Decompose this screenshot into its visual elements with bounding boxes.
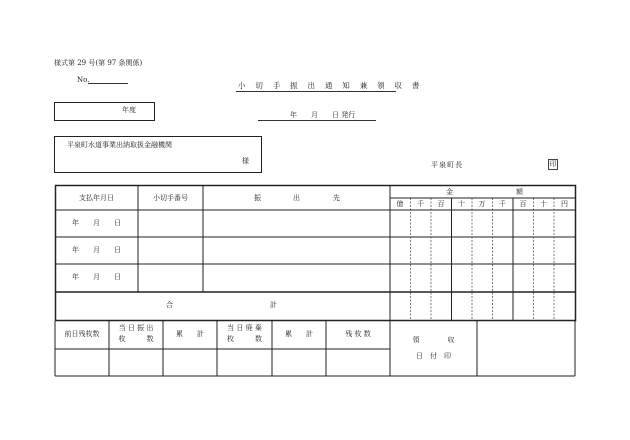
header-payee-3: 先: [333, 194, 340, 202]
fiscal-year-suffix: 年度: [122, 106, 136, 114]
voided-today-label-1: 当 日 廃 棄: [227, 324, 262, 332]
header-amount-1: 金: [446, 188, 453, 196]
digit-man: 万: [478, 200, 486, 208]
header-amount-2: 額: [516, 188, 523, 196]
issued-today-label-1: 当 日 振 出: [118, 324, 154, 332]
header-payee-2: 出: [293, 194, 300, 202]
remaining-label: 残 枚 数: [345, 330, 371, 338]
receipt-label-1: 領 収: [412, 336, 455, 344]
row-3-date: 年 月 日: [72, 273, 121, 281]
digit-juu-2: 十: [540, 200, 547, 208]
digit-juu-1: 十: [458, 200, 465, 208]
row-1-date: 年 月 日: [72, 219, 121, 227]
issuer-name: 平泉町長: [431, 161, 464, 169]
issued-today-label-2: 枚 数: [118, 335, 154, 343]
total-label-2: 計: [270, 301, 277, 309]
digit-oku: 億: [396, 200, 404, 208]
digit-sen-2: 千: [499, 200, 506, 208]
header-pay-date: 支払年月日: [79, 194, 114, 202]
cumulative-label-1: 累 計: [176, 330, 204, 338]
voided-today-label-2: 枚 数: [227, 335, 262, 343]
seal-mark: 印: [549, 160, 557, 168]
header-payee-1: 振: [254, 194, 261, 202]
form-number: 様式第 29 号(第 97 条関係): [54, 59, 143, 67]
digit-hyaku-1: 百: [437, 200, 445, 208]
no-label: No.: [77, 76, 90, 84]
prev-balance-label: 前日残枚数: [64, 330, 100, 338]
digit-hyaku-2: 百: [519, 200, 527, 208]
cumulative-label-2: 累 計: [285, 330, 313, 338]
recipient-honorific: 様: [242, 157, 249, 165]
receipt-label-2: 日 付 印: [416, 352, 451, 360]
row-2-date: 年 月 日: [72, 246, 121, 254]
recipient-name: 平泉町水道事業出納取扱金融機関: [67, 141, 172, 149]
total-label-1: 合: [166, 301, 173, 309]
header-check-number: 小切手番号: [153, 194, 188, 202]
digit-sen-1: 千: [417, 200, 424, 208]
issue-date: 年 月 日 発行: [290, 111, 356, 119]
document-title: 小 切 手 振 出 通 知 兼 領 収 書: [238, 81, 424, 90]
digit-yen: 円: [561, 200, 568, 208]
